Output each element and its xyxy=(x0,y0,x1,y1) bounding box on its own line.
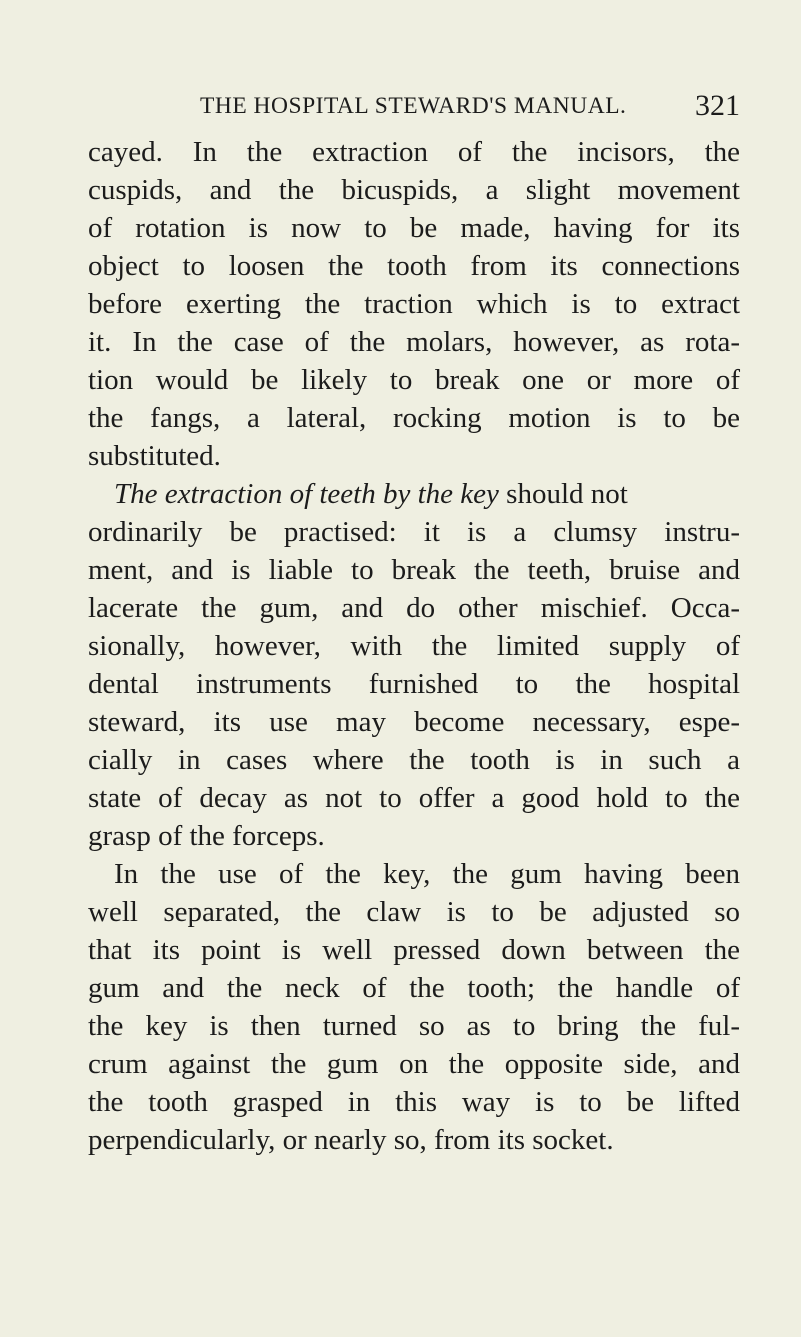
text-run: should not xyxy=(498,478,628,510)
text-line: object to loosen the tooth from its connections xyxy=(88,250,740,282)
page-number: 321 xyxy=(695,89,740,122)
text-line: cayed. In the extraction of the incisors, the xyxy=(88,136,740,168)
page-header xyxy=(200,86,740,126)
running-head: THE HOSPITAL STEWARD'S MANUAL. xyxy=(200,93,627,119)
text-line: well separated, the claw is to be adjusted so xyxy=(88,896,740,928)
text-line: before exerting the traction which is to extract xyxy=(88,288,740,320)
text-line: state of decay as not to offer a good hold to the xyxy=(88,782,740,814)
text-line: that its point is well pressed down between the xyxy=(88,934,740,966)
text-line: dental instruments furnished to the hospital xyxy=(88,668,740,700)
paragraph-1 xyxy=(88,133,740,475)
text-line: steward, its use may become necessary, espe- xyxy=(88,706,740,738)
text-line: gum and the neck of the tooth; the handle of xyxy=(88,972,740,1004)
text-line: In the use of the key, the gum having been xyxy=(114,858,740,890)
text-line: sionally, however, with the limited supply of xyxy=(88,630,740,662)
text-line: perpendicularly, or nearly so, from its socket. xyxy=(88,1124,614,1156)
text-line: ordinarily be practised: it is a clumsy instru- xyxy=(88,516,740,548)
text-line: the tooth grasped in this way is to be lifted xyxy=(88,1086,740,1118)
paragraph-2 xyxy=(88,475,740,855)
text-line: the key is then turned so as to bring the ful- xyxy=(88,1010,740,1042)
text-line: tion would be likely to break one or more of xyxy=(88,364,740,396)
text-line: it. In the case of the molars, however, as rota- xyxy=(88,326,740,358)
text-line-with-italic-lead xyxy=(88,475,740,513)
paragraph-3 xyxy=(88,855,740,1159)
body-text xyxy=(88,133,740,1159)
text-line: grasp of the forceps. xyxy=(88,820,325,852)
text-line: cuspids, and the bicuspids, a slight movement xyxy=(88,174,740,206)
text-line: the fangs, a lateral, rocking motion is to be xyxy=(88,402,740,434)
text-line: crum against the gum on the opposite side, and xyxy=(88,1048,740,1080)
text-line: ment, and is liable to break the teeth, bruise and xyxy=(88,554,740,586)
text-line: lacerate the gum, and do other mischief. Occa- xyxy=(88,592,740,624)
italic-lead: The extraction of teeth by the key xyxy=(114,478,499,510)
text-line: of rotation is now to be made, having for its xyxy=(88,212,740,244)
text-line: cially in cases where the tooth is in such a xyxy=(88,744,740,776)
text-line: substituted. xyxy=(88,440,221,472)
